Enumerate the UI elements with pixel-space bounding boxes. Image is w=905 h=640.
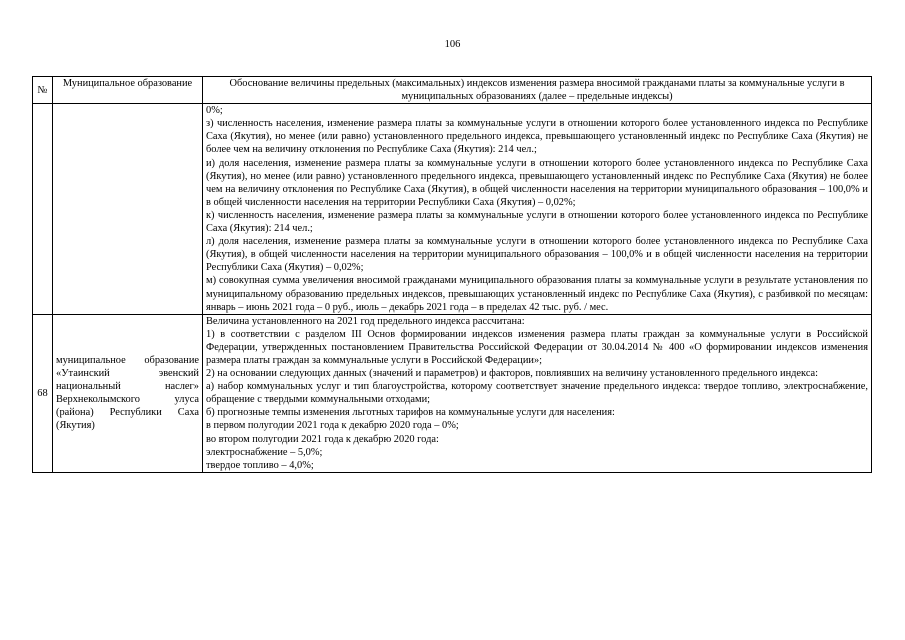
paragraph: Величина установленного на 2021 год предельного индекса рассчитана: — [206, 315, 525, 327]
page-number: 106 — [444, 39, 461, 50]
table-header-row — [33, 77, 872, 104]
row-basis — [203, 104, 872, 315]
paragraph: электроснабжение – 5,0%; — [206, 446, 323, 458]
paragraph: з) численность населения, изменение размера платы за коммунальные услуги в отношении которого более установленного индекса по Республике Саха (Якутия), но менее (или равно) установленного предельного индекса, превышающего установленный индекс по Республике Саха (Якутия) не более чем на величину отклонения по Республике Саха (Якутия): 214 чел.; — [206, 118, 868, 156]
paragraph: 2) на основании следующих данных (значений и параметров) и факторов, повлиявших на величину установленного предельного индекса: — [206, 368, 819, 380]
row-municipality — [53, 104, 203, 315]
table-row — [33, 104, 872, 315]
paragraph: л) доля населения, изменение размера платы за коммунальные услуги в отношении которого более установленного индекса по Республике Саха (Якутия), в общей численности населения на территории муниципального образования – 100,0% и в общей численности населения на территории Республики Саха (Якутия) – 0,02%; — [206, 236, 868, 274]
paragraph: б) прогнозные темпы изменения льготных тарифов на коммунальные услуги для населения: — [206, 407, 615, 419]
paragraph: в первом полугодии 2021 года к декабрю 2020 года – 0%; — [206, 420, 459, 432]
row-number: 68 — [33, 314, 53, 472]
header-municipality: Муниципальное образование — [53, 77, 203, 104]
paragraph: 1) в соответствии с разделом III Основ формировании индексов изменения размера платы граждан за коммунальные услуги в Российской Федерации, утвержденных постановлением Правительства Российской Федерации от 30.04.2014 № 400 «О формировании индексов изменения размера платы граждан за коммунальные услуги в Российской Федерации»; — [206, 328, 868, 366]
paragraph: во втором полугодии 2021 года к декабрю 2020 года: — [206, 433, 439, 445]
row-basis — [203, 314, 872, 472]
paragraph: а) набор коммунальных услуг и тип благоустройства, которому соответствует значение предельного индекса: твердое топливо, электроснабжение, обращение с твердыми коммунальными отходами; — [206, 381, 868, 406]
table-row — [33, 314, 872, 472]
paragraph: твердое топливо – 4,0%; — [206, 459, 314, 471]
paragraph: к) численность населения, изменение размера платы за коммунальные услуги в отношении которого более установленного индекса по Республике Саха (Якутия): 214 чел.; — [206, 209, 868, 235]
paragraph: м) совокупная сумма увеличения вносимой гражданами муниципального образования платы за коммунальные услуги в результате установления по муниципальному образованию предельных индексов, превышающих установленный индекс по Республике Саха (Якутия), с разбивкой по месяцам: январь – июнь 2021 года – 0 руб., июль – декабрь 2021 года – в пределах 42 тыс. руб. / мес. — [206, 275, 868, 313]
paragraph: и) доля населения, изменение размера платы за коммунальные услуги в отношении которого более установленного индекса по Республике Саха (Якутия), но менее (или равно) установленного предельного индекса, превышающего установленный индекс по Республике Саха (Якутия) не более чем на величину отклонения по Республике Саха (Якутия), в общей численности населения на территории муниципального образования – 100,0% и в общей численности населения на территории Республики Саха (Якутия) – 0,02%; — [206, 157, 868, 208]
paragraph: 0%; — [206, 105, 223, 117]
header-basis: Обоснование величины предельных (максимальных) индексов изменения размера вносимой гражданами платы за коммунальные услуги в муниципальных образованиях (далее – предельные индексы) — [203, 77, 872, 104]
row-number — [33, 104, 53, 315]
row-municipality: муниципальное образование «Утаинский эвенский национальный наслег» Верхнеколымского улуса (района) Республики Саха (Якутия) — [53, 314, 203, 472]
indices-table — [32, 76, 872, 473]
header-number: № — [33, 77, 53, 104]
